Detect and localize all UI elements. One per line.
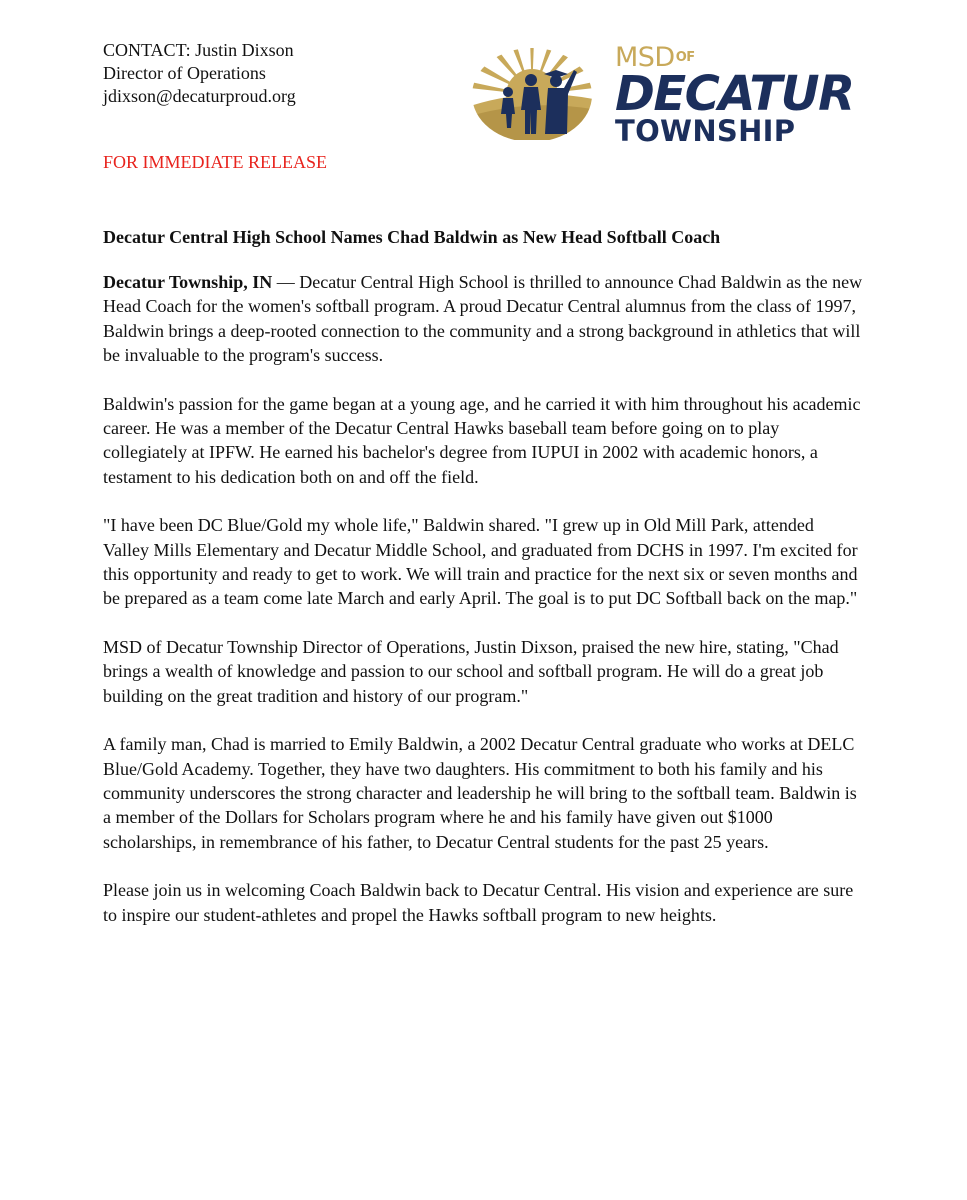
paragraph-announcement-text: — Decatur Central High School is thrilled to announce Chad Baldwin as the new Head Coach for the women's softball program. A proud Decatur Central alumnus from the class of 1997, Baldwin brings a deep-rooted connection to the community and a strong background in athletics that will be invaluable to the program's success. (103, 272, 863, 366)
contact-name: CONTACT: Justin Dixson (103, 40, 294, 60)
paragraph-background: Baldwin's passion for the game began at a young age, and he carried it with him throughout his academic career. He was a member of the Decatur Central Hawks baseball team before going on to play collegiately at IPFW. He earned his bachelor's degree from IUPUI in 2002 with academic honors, a testament to his dedication both on and off the field. (103, 393, 861, 487)
logo-of-text: OF (675, 50, 695, 65)
dateline: Decatur Township, IN (103, 272, 273, 292)
release-notice: FOR IMMEDIATE RELEASE (103, 152, 327, 172)
contact-title: Director of Operations (103, 63, 266, 83)
press-headline: Decatur Central High School Names Chad Baldwin as New Head Softball Coach (103, 227, 721, 247)
contact-block (103, 39, 296, 108)
logo-wordmark (615, 44, 854, 146)
logo-msd-text: MSD (615, 42, 675, 73)
paragraph-closing: Please join us in welcoming Coach Baldwin back to Decatur Central. His vision and experience are sure to inspire our student-athletes and propel the Hawks softball program to new heights. (103, 880, 854, 925)
paragraph-announcement (103, 270, 863, 368)
paragraph-quote-baldwin: "I have been DC Blue/Gold my whole life," Baldwin shared. "I grew up in Old Mill Park, attended Valley Mills Elementary and Decatur Middle School, and graduated from DCHS in 1997. I'm excited for this opportunity and ready to get to work. We will train and practice for the next six or seven months and be prepared as a team come late March and early April. The goal is to put DC Softball back on the map." (103, 515, 858, 609)
sunrise-family-emblem (470, 40, 598, 140)
logo-decatur-text: DECATUR (615, 66, 854, 122)
contact-email: jdixson@decaturproud.org (103, 86, 296, 106)
district-logo (470, 38, 870, 148)
paragraph-family: A family man, Chad is married to Emily Baldwin, a 2002 Decatur Central graduate who works at DELC Blue/Gold Academy. Together, they have two daughters. His commitment to both his family and his community underscores the strong character and leadership he will bring to the softball team. Baldwin is a member of the Dollars for Scholars program where he and his family have given out $1000 scholarships, in remembrance of his father, to Decatur Central students for the past 25 years. (103, 734, 857, 852)
paragraph-quote-dixson: MSD of Decatur Township Director of Operations, Justin Dixson, praised the new hire, stating, "Chad brings a wealth of knowledge and passion to our school and softball program. He will do a great job building on the great tradition and history of our program." (103, 636, 839, 706)
press-body (103, 270, 863, 951)
logo-township-text: TOWNSHIP (615, 114, 796, 148)
